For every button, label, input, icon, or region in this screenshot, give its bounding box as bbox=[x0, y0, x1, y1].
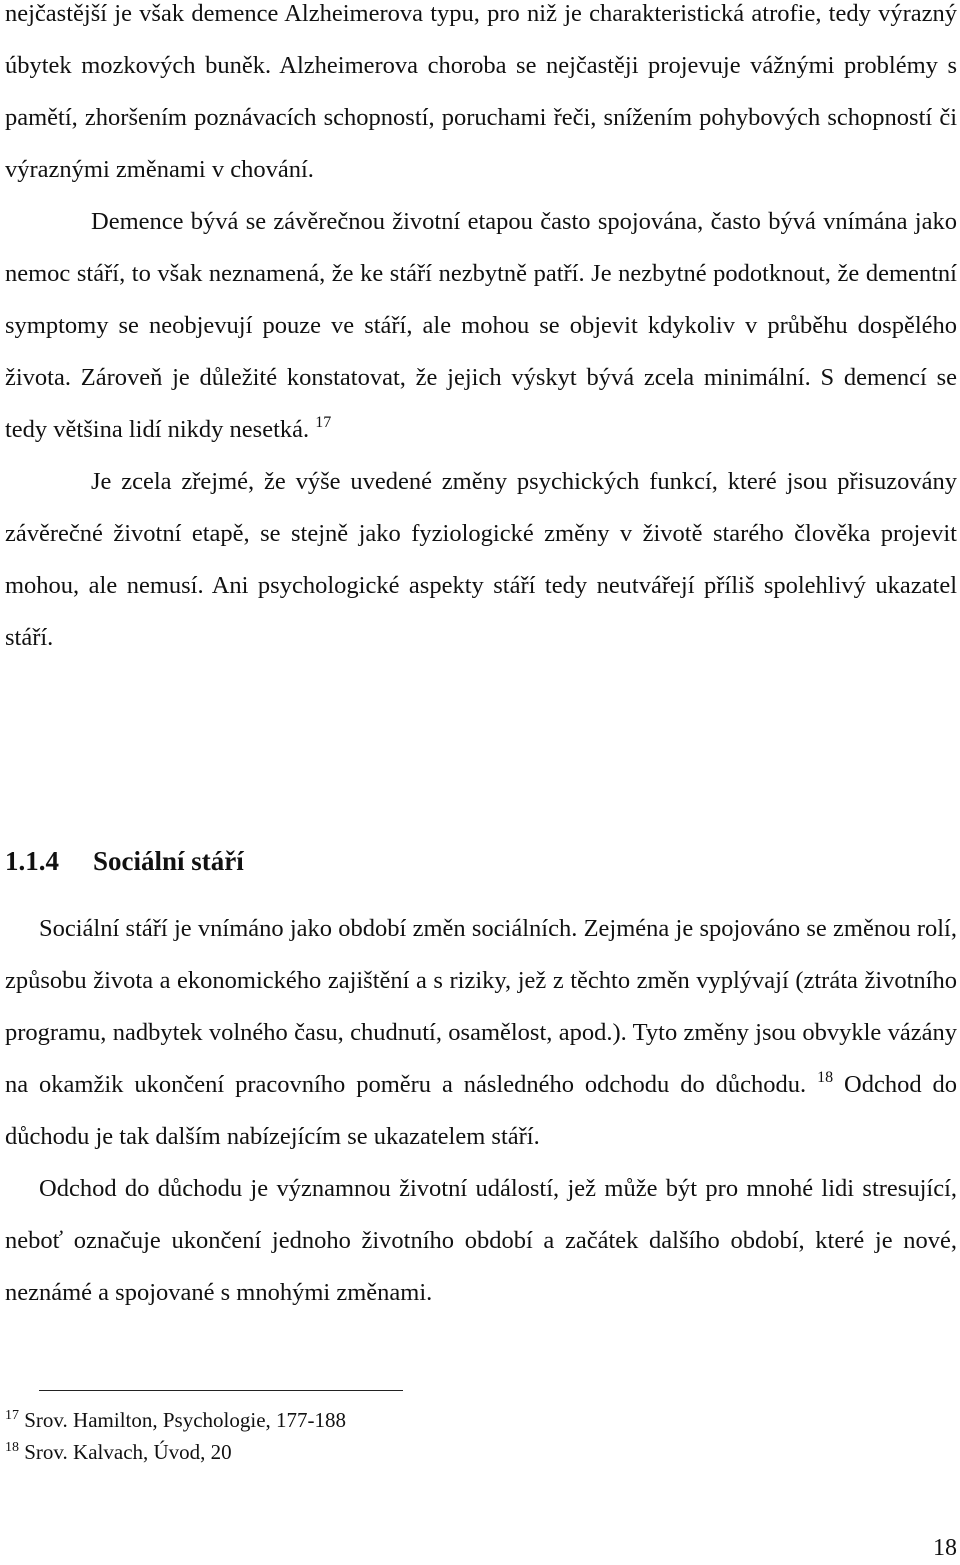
paragraph bbox=[5, 196, 957, 456]
document-page bbox=[5, 0, 958, 1561]
footnote-text: Srov. Hamilton, Psychologie, 177-188 bbox=[24, 1408, 347, 1432]
paragraph bbox=[5, 903, 957, 1163]
paragraph-text: Sociální stáří je vnímáno jako období změn sociálních. Zejména je spojováno se změnou rolí, způsobu života a ekonomického zajištění a s riziky, jež z těchto změn vyplývají (ztráta životního programu, nadbytek volného času, chudnutí, osamělost, apod.). Tyto změny jsou obvykle vázány na okamžik ukončení pracovního poměru a následného odchodu do důchodu. bbox=[5, 915, 957, 1098]
paragraph-text: nejčastější je však demence Alzheimerova typu, pro niž je charakteristická atrofie, tedy výrazný úbytek mozkových buněk. Alzheimerova choroba se nejčastěji projevuje vážnými problémy s pamětí, zhoršením poznávacích schopností, poruchami řeči, snížením pohybových schopností či výraznými změnami v chování. bbox=[5, 0, 957, 183]
section-number: 1.1.4 bbox=[5, 846, 59, 876]
section-title: Sociální stáří bbox=[93, 846, 244, 876]
paragraph-text: Demence bývá se závěrečnou životní etapou často spojována, často bývá vnímána jako nemoc stáří, to však neznamená, že ke stáří nezbytně patří. Je nezbytné podotknout, že dementní symptomy se neobjevují pouze ve stáří, ale mohou se objevit kdykoliv v průběhu dospělého života. Zároveň je důležité konstatovat, že jejich výskyt bývá zcela minimální. S demencí se tedy většina lidí nikdy nesetká. bbox=[5, 208, 957, 443]
footnote-reference[interactable]: 17 bbox=[315, 414, 332, 431]
paragraph-text: Odchod do důchodu je významnou životní událostí, jež může být pro mnohé lidi stresující, neboť označuje ukončení jednoho životního období a začátek dalšího období, které je nové, neznámé a spojované s mnohými změnami. bbox=[5, 1175, 957, 1306]
footnote-text: Srov. Kalvach, Úvod, 20 bbox=[24, 1440, 232, 1464]
footnote-number: 17 bbox=[5, 1408, 19, 1423]
page-number: 18 bbox=[933, 1535, 957, 1561]
paragraph-text: Odchod do důchodu je tak dalším nabízejícím se ukazatelem stáří. bbox=[5, 1071, 958, 1150]
footnote bbox=[5, 1436, 346, 1468]
footnote-number: 18 bbox=[5, 1440, 19, 1455]
section-heading bbox=[5, 837, 244, 885]
paragraph bbox=[5, 1163, 957, 1319]
footnote bbox=[5, 1404, 346, 1436]
paragraph-text: Je zcela zřejmé, že výše uvedené změny psychických funkcí, které jsou přisuzovány závěrečné životní etapě, se stejně jako fyziologické změny v životě starého člověka projevit mohou, ale nemusí. Ani psychologické aspekty stáří tedy neutvářejí příliš spolehlivý ukazatel stáří. bbox=[5, 468, 957, 651]
footnote-separator bbox=[39, 1390, 403, 1391]
section-psychological-aging bbox=[5, 0, 957, 664]
footnotes bbox=[5, 1404, 346, 1468]
footnote-reference[interactable]: 18 bbox=[817, 1069, 834, 1086]
section-social-aging bbox=[5, 903, 957, 1319]
paragraph bbox=[5, 456, 957, 664]
paragraph bbox=[5, 0, 957, 196]
